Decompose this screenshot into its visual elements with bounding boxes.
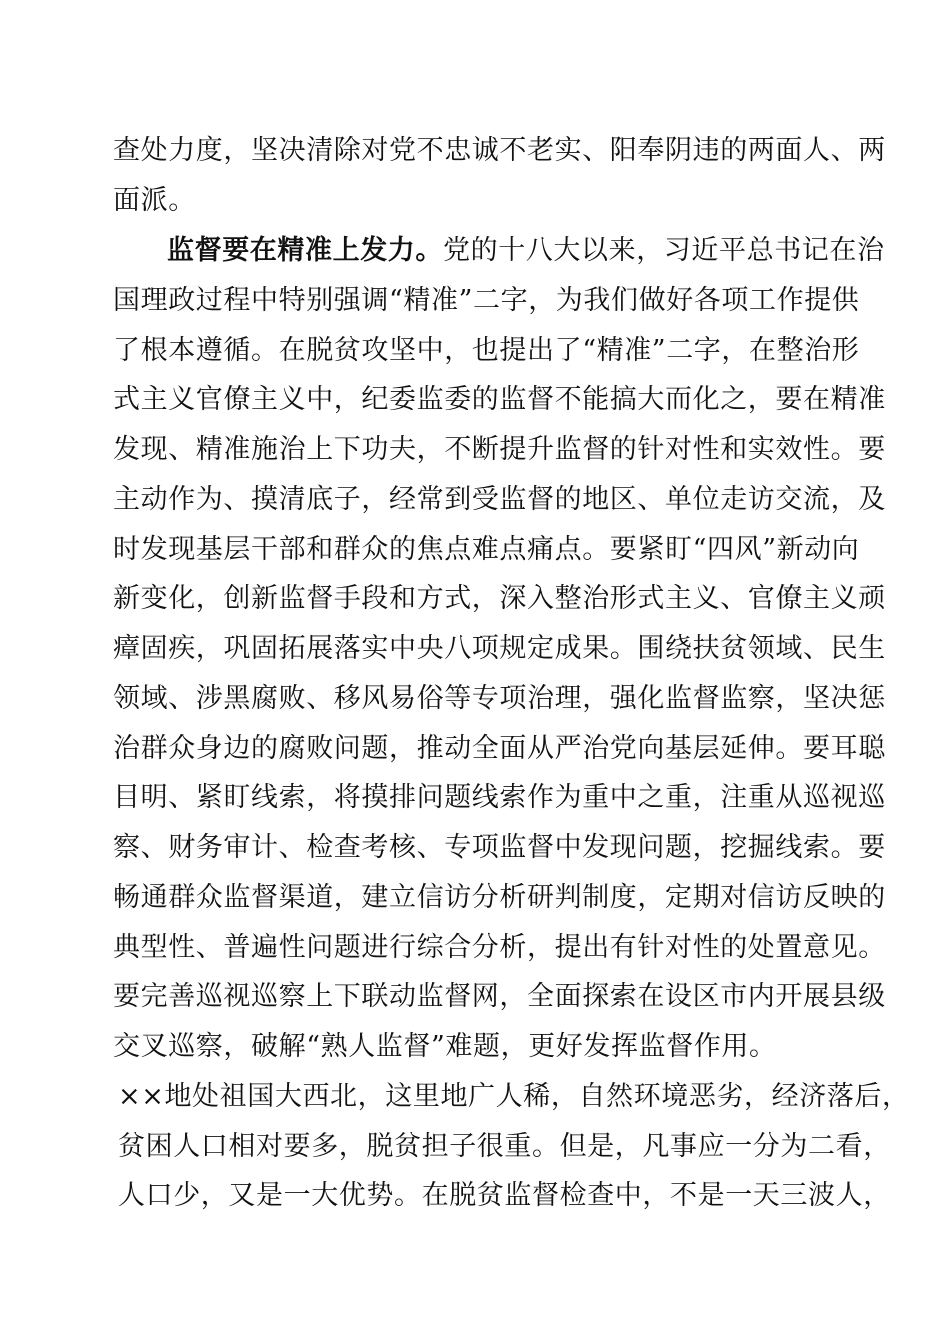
text-line-11: 瘴固疾，巩固拓展落实中央八项规定成果。围绕扶贫领域、民生: [113, 633, 886, 664]
text-line-14: 目明、紧盯线索，将摸排问题线索作为重中之重，注重从巡视巡: [113, 782, 886, 813]
text-line-17: 典型性、普遍性问题进行综合分析，提出有针对性的处置意见。: [113, 932, 886, 963]
text-line-16: 畅通群众监督渠道，建立信访分析研判制度，定期对信访反映的: [113, 882, 886, 913]
text-line-10: 新变化，创新监督手段和方式，深入整治形式主义、官僚主义顽: [113, 583, 886, 614]
text-line-4: 国理政过程中特别强调“精准”二字，为我们做好各项工作提供: [113, 285, 860, 316]
text-line-6: 式主义官僚主义中，纪委监委的监督不能搞大而化之，要在精准: [113, 384, 886, 415]
text-line-18: 要完善巡视巡察上下联动监督网，全面探索在设区市内开展县级: [113, 981, 886, 1012]
text-line-12: 领域、涉黑腐败、移风易俗等专项治理，强化监督监察，坚决惩: [113, 683, 886, 714]
text-line-1: 查处力度，坚决清除对党不忠诚不老实、阳奉阴违的两面人、两: [113, 135, 886, 166]
text-line-2: 面派。: [113, 185, 196, 216]
text-line-7: 发现、精准施治上下功夫，不断提升监督的针对性和实效性。要: [113, 434, 886, 465]
section-heading: 监督要在精准上发力。: [167, 235, 443, 266]
text-line-9: 时发现基层干部和群众的焦点难点痛点。要紧盯“四风”新动向: [113, 534, 860, 565]
text-line-5: 了根本遵循。在脱贫攻坚中，也提出了“精准”二字，在整治形: [113, 335, 860, 366]
paragraph-start: [167, 234, 885, 268]
text-line-19: 交叉巡察，破解“熟人监督”难题，更好发挥监督作用。: [113, 1031, 777, 1062]
text-line-22: 人口少，又是一大优势。在脱贫监督检查中，不是一天三波人，: [118, 1180, 891, 1211]
text-line-15: 察、财务审计、检查考核、专项监督中发现问题，挖掘线索。要: [113, 832, 886, 863]
text-line-3: 党的十八大以来，习近平总书记在治: [443, 235, 885, 266]
text-line-20: ××地处祖国大西北，这里地广人稀，自然环境恶劣，经济落后，: [118, 1081, 910, 1112]
text-line-21: 贫困人口相对要多，脱贫担子很重。但是，凡事应一分为二看，: [118, 1131, 891, 1162]
text-line-13: 治群众身边的腐败问题，推动全面从严治党向基层延伸。要耳聪: [113, 733, 886, 764]
text-line-8: 主动作为、摸清底子，经常到受监督的地区、单位走访交流，及: [113, 484, 886, 515]
